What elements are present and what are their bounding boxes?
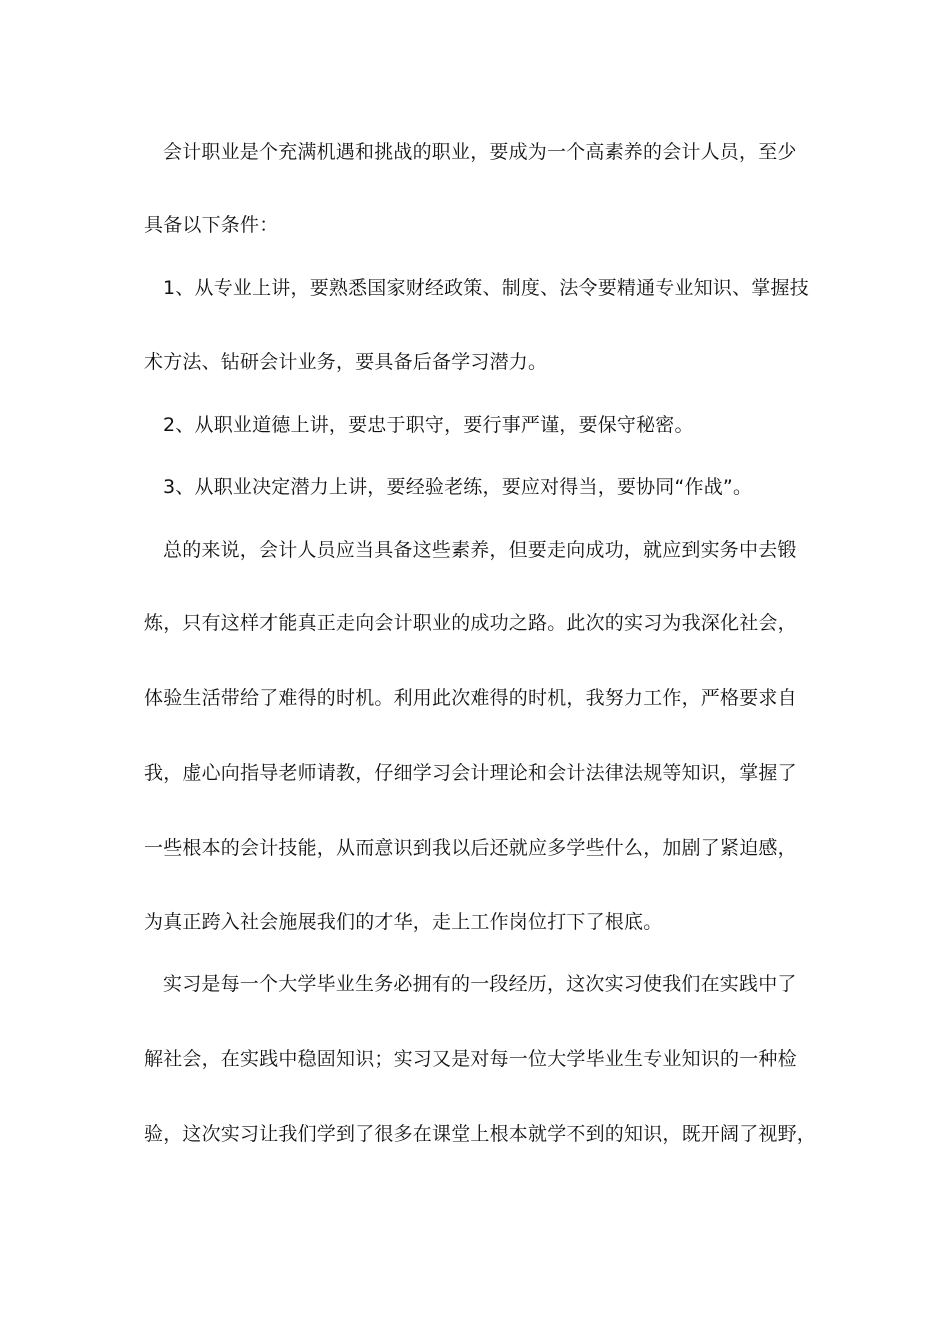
paragraph-3-line-3: 验，这次实习让我们学到了很多在课堂上根本就学不到的知识，既开阔了视野， (144, 1123, 817, 1145)
list-item-1-line-2: 术方法、钻研会计业务，要具备后备学习潜力。 (144, 351, 548, 373)
paragraph-2-line-3: 体验生活带给了难得的时机。利用此次难得的时机，我努力工作，严格要求自 (144, 687, 797, 709)
paragraph-1-line-2: 具备以下条件： (144, 214, 279, 236)
paragraph-2-line-2: 炼，只有这样才能真正走向会计职业的成功之路。此次的实习为我深化社会， (144, 612, 797, 634)
list-item-1-line-1: 1、从专业上讲，要熟悉国家财经政策、制度、法令要精通专业知识、掌握技 (163, 277, 809, 299)
paragraph-3-line-1: 实习是每一个大学毕业生务必拥有的一段经历，这次实习使我们在实践中了 (163, 973, 797, 995)
paragraph-1-line-1: 会计职业是个充满机遇和挑战的职业，要成为一个高素养的会计人员，至少 (163, 141, 797, 163)
paragraph-2-line-1: 总的来说，会计人员应当具备这些素养，但要走向成功，就应到实务中去锻 (163, 539, 797, 561)
list-item-3: 3、从职业决定潜力上讲，要经验老练，要应对得当，要协同“作战”。 (163, 476, 753, 498)
paragraph-3-line-2: 解社会，在实践中稳固知识；实习又是对每一位大学毕业生专业知识的一种检 (144, 1048, 797, 1070)
paragraph-2-line-4: 我，虚心向指导老师请教，仔细学习会计理论和会计法律法规等知识，掌握了 (144, 762, 797, 784)
paragraph-2-line-5: 一些根本的会计技能，从而意识到我以后还就应多学些什么，加剧了紧迫感， (144, 837, 797, 859)
paragraph-2-line-6: 为真正跨入社会施展我们的才华，走上工作岗位打下了根底。 (144, 911, 663, 933)
list-item-2: 2、从职业道德上讲，要忠于职守，要行事严谨，要保守秘密。 (163, 414, 694, 436)
